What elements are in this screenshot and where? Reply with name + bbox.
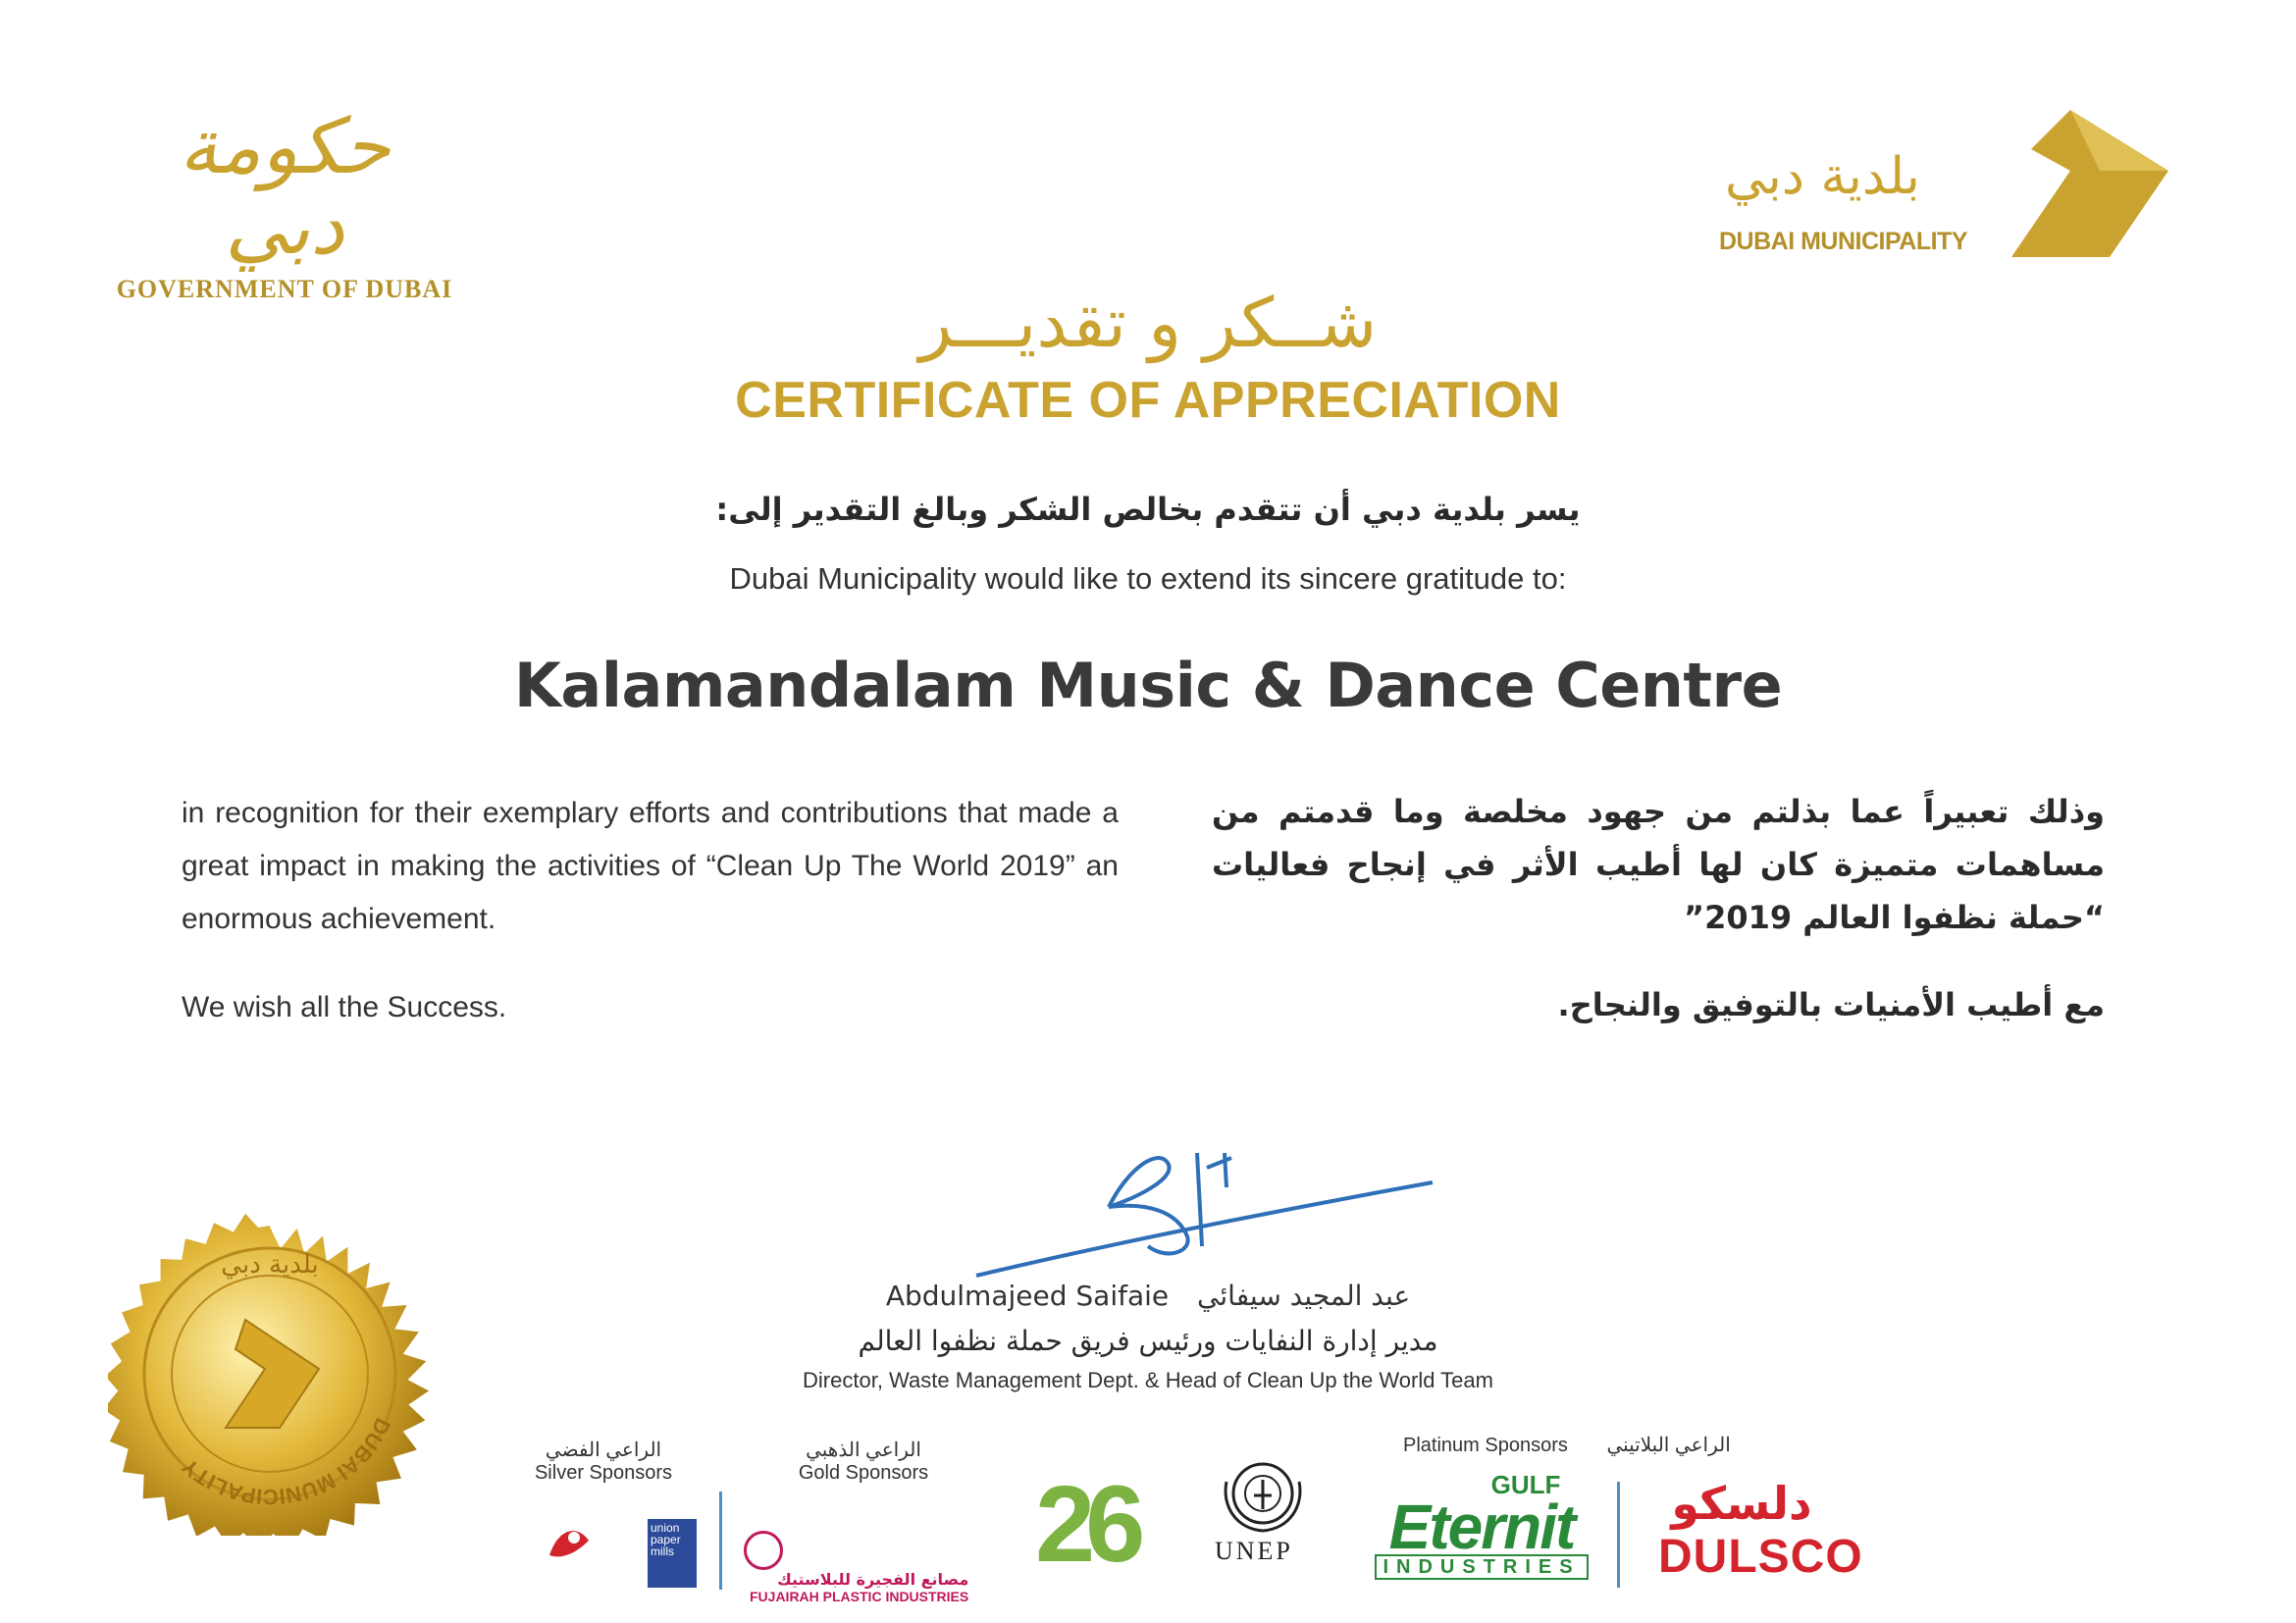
platinum-divider	[1617, 1482, 1620, 1588]
gold-seal-icon	[108, 1212, 432, 1536]
fujairah-plastic-logo	[744, 1531, 989, 1604]
seal-arabic-text: بلدية دبي	[221, 1250, 319, 1280]
body-arabic: وذلك تعبيراً عما بذلتم من جهود مخلصة وما قدمتم من مساهمات متميزة كان لها أطيب الأثر في إنجاح فعاليات “حملة نظفوا العالم 2019”	[1212, 793, 2105, 936]
gulf-eternit-logo	[1369, 1472, 1594, 1579]
gov-logo-arabic: حكومة دبي	[179, 103, 391, 272]
union-paper-mills-text: union paper mills	[651, 1521, 681, 1558]
eternit-main-text: Eternit	[1388, 1492, 1575, 1562]
certificate-title-english: CERTIFICATE OF APPRECIATION	[735, 372, 1561, 429]
unep-text: UNEP	[1215, 1537, 1293, 1565]
dm-logo-arabic: بلدية دبي	[1725, 147, 1920, 206]
wish-english: We wish all the Success.	[182, 991, 507, 1023]
eternit-industries-text: INDUSTRIES	[1375, 1554, 1588, 1580]
dm-chevron-icon	[1992, 110, 2168, 257]
platinum-sponsors-arabic: الراعي البلاتيني	[1606, 1435, 1731, 1456]
silver-sponsors-english: Silver Sponsors	[534, 1462, 673, 1484]
sponsor-divider	[719, 1492, 722, 1590]
dulsco-logo	[1658, 1477, 1863, 1584]
silver-sponsors-arabic: الراعي الفضي	[545, 1440, 662, 1461]
signer-title-arabic: مدير إدارة النفايات ورئيس فريق حملة نظفوا العالم	[858, 1325, 1438, 1357]
dm-logo-english: DUBAI MUNICIPALITY	[1719, 228, 1968, 255]
signature-graphic	[962, 1138, 1452, 1285]
gov-logo-english: GOVERNMENT OF DUBAI	[116, 274, 453, 303]
fujairah-arabic: مصانع الفجيرة للبلاستيك	[777, 1570, 969, 1589]
eternit-gulf-text: GULF	[1490, 1470, 1561, 1499]
gold-sponsors	[756, 1438, 971, 1485]
intro-arabic: يسر بلدية دبي أن تتقدم بخالص الشكر وبالغ التقدير إلى:	[715, 491, 1581, 528]
union-paper-mills-logo	[648, 1519, 697, 1588]
body-english: in recognition for their exemplary efforts and contributions that made a great impact in making the activities of “Clean Up The World 2019” an enormous achievement.	[182, 797, 1119, 935]
signer-name-arabic: عبد المجيد سيفائي	[1197, 1280, 1411, 1312]
recipient-name: Kalamandalam Music & Dance Centre	[513, 650, 1783, 721]
platinum-sponsors-english: Platinum Sponsors	[1403, 1435, 1568, 1456]
platinum-sponsors	[1403, 1433, 1776, 1457]
anniversary-26-logo: 26	[1035, 1464, 1136, 1585]
gold-sponsors-english: Gold Sponsors	[798, 1462, 929, 1484]
intro-english: Dubai Municipality would like to extend its sincere gratitude to:	[729, 561, 1567, 596]
government-of-dubai-logo	[108, 103, 461, 304]
wish-arabic: مع أطيب الأمنيات بالتوفيق والنجاح.	[1557, 986, 2105, 1023]
certificate-title-arabic: شــكر و تقديـــر	[918, 283, 1378, 363]
gold-sponsors-arabic: الراعي الذهبي	[806, 1440, 921, 1461]
fujairah-english: FUJAIRAH PLASTIC INDUSTRIES	[750, 1589, 969, 1604]
dulsco-arabic: دلسكو	[1671, 1477, 1812, 1530]
unep-emblem-icon	[1217, 1452, 1310, 1536]
silver-sponsor-logo-icon	[540, 1516, 599, 1565]
fujairah-emblem-icon	[744, 1531, 783, 1570]
dubai-municipality-logo	[1707, 110, 2178, 267]
signer-title-english: Director, Waste Management Dept. & Head of Clean Up the World Team	[803, 1368, 1493, 1392]
dulsco-english: DULSCO	[1658, 1531, 1863, 1583]
seal-text: DUBAI MUNICIPALITY	[177, 1414, 396, 1510]
signer-name-english: Abdulmajeed Saifaie	[885, 1280, 1170, 1312]
silver-sponsors	[510, 1438, 697, 1485]
